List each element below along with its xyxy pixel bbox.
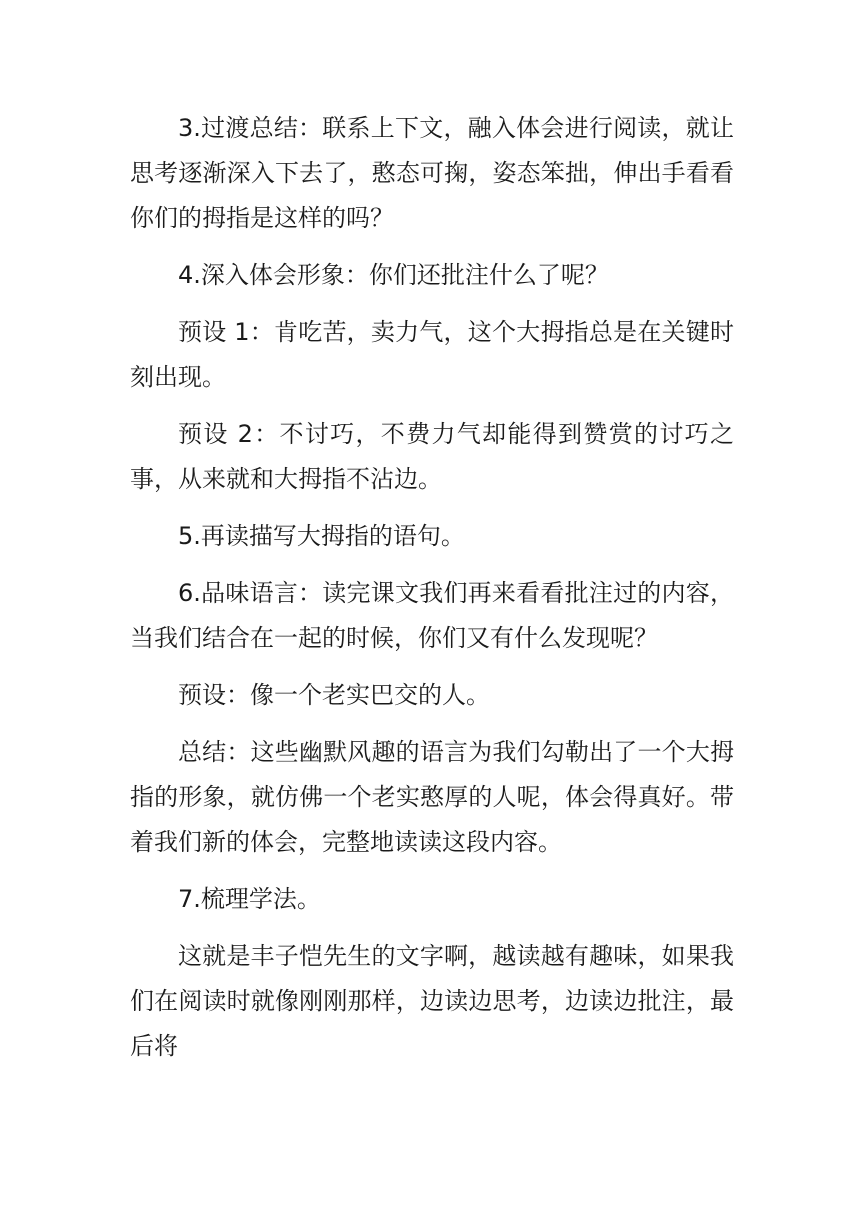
paragraph-preset: 预设：像一个老实巴交的人。 xyxy=(178,681,490,709)
paragraph-preset-2: 预设 2：不讨巧，不费力气却能得到赞赏的讨巧之事，从来就和大拇指不沾边。 xyxy=(130,420,734,493)
document-body xyxy=(130,106,734,1081)
paragraph-deepen-image: 4.深入体会形象：你们还批注什么了呢？ xyxy=(178,261,609,289)
paragraph-conclusion: 总结：这些幽默风趣的语言为我们勾勒出了一个大拇指的形象，就仿佛一个老实憨厚的人呢，体会得真好。带着我们新的体会，完整地读读这段内容。 xyxy=(130,738,734,856)
paragraph-closing: 这就是丰子恺先生的文字啊，越读越有趣味，如果我们在阅读时就像刚刚那样，边读边思考，边读边批注，最后将 xyxy=(130,942,734,1060)
paragraph-learning-method: 7.梳理学法。 xyxy=(178,885,321,913)
paragraph-savor-language: 6.品味语言：读完课文我们再来看看批注过的内容，当我们结合在一起的时候，你们又有什么发现呢？ xyxy=(130,579,734,652)
paragraph-preset-1: 预设 1：肯吃苦，卖力气，这个大拇指总是在关键时刻出现。 xyxy=(130,318,734,391)
paragraph-reread: 5.再读描写大拇指的语句。 xyxy=(178,522,465,550)
paragraph-summary-transition: 3.过渡总结：联系上下文，融入体会进行阅读，就让思考逐渐深入下去了，憨态可掬，姿态笨拙，伸出手看看你们的拇指是这样的吗？ xyxy=(130,114,734,232)
